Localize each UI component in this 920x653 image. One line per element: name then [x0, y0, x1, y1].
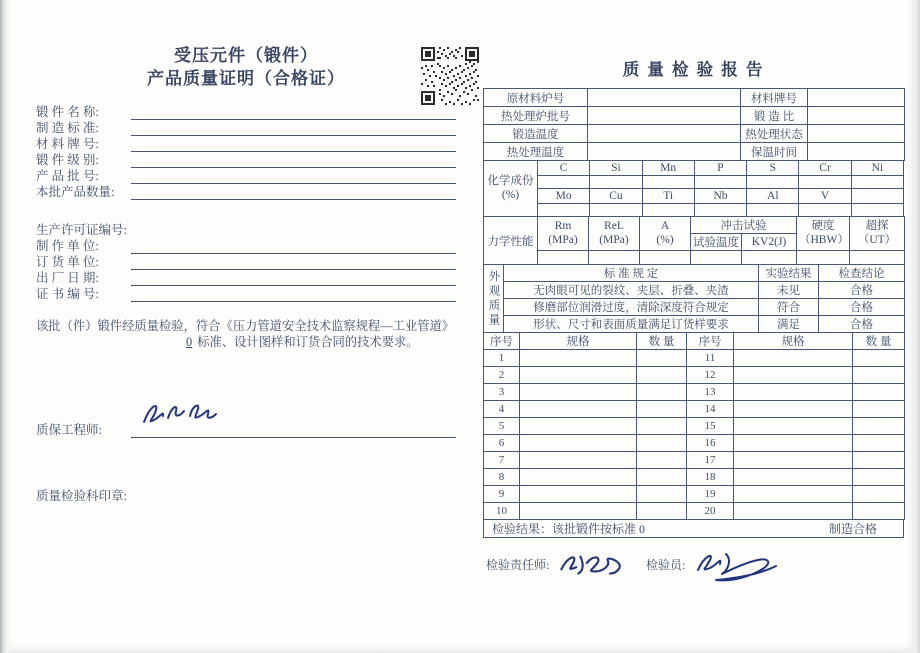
declaration-line2-text: 标准、设计图样和订货合同的技术要求。 — [197, 335, 419, 349]
info-value-empty — [588, 107, 741, 125]
table-row — [484, 486, 905, 503]
table-row — [484, 217, 905, 234]
field-label: 订 货 单 位: — [36, 255, 99, 269]
mech-header-impact-temp: 试验温度 — [691, 234, 742, 251]
qr-code-icon — [421, 47, 479, 110]
appearance-section-label: 外观质量 — [484, 265, 504, 333]
spec-header: 规格 — [520, 333, 637, 350]
table-row — [484, 350, 905, 367]
spec-cell-empty — [637, 350, 687, 367]
mech-value-empty — [797, 251, 850, 265]
spec-row-number: 8 — [484, 469, 520, 486]
inspector-lead-label: 检验责任师: — [486, 558, 550, 572]
appearance-header-conclusion: 检查结论 — [819, 265, 905, 282]
spec-cell-empty — [734, 418, 853, 435]
inspector-signature-icon — [688, 544, 783, 590]
info-label: 热处理状态 — [741, 125, 808, 143]
appearance-conclusion: 合格 — [819, 316, 905, 333]
element-header: V — [799, 189, 851, 204]
standard-mark: 0 — [186, 335, 193, 349]
field-row — [36, 286, 456, 302]
table-row — [484, 418, 905, 435]
appearance-conclusion: 合格 — [819, 282, 905, 299]
spec-cell-empty — [637, 435, 687, 452]
appearance-result: 未见 — [759, 282, 819, 299]
spec-cell-empty — [734, 401, 853, 418]
spec-row-number: 2 — [484, 367, 520, 384]
chem-value-empty — [851, 204, 903, 217]
appearance-standard: 形状、尺寸和表面质量满足订货样要求 — [504, 316, 759, 333]
spec-row-number: 6 — [484, 435, 520, 452]
element-header: Mn — [642, 161, 694, 176]
spec-row-number: 18 — [687, 469, 734, 486]
mech-header-impact: 冲击试验 — [691, 217, 797, 234]
table-row — [484, 401, 905, 418]
mech-header-rel: ReL (MPa) — [589, 217, 640, 251]
table-row — [484, 204, 904, 217]
certificate-title-line1: 受压元件（锻件） — [174, 46, 318, 65]
spec-quantity-table — [483, 332, 905, 520]
field-label: 制 造 标 准: — [36, 121, 99, 135]
declaration-line2 — [184, 334, 458, 350]
mech-value-empty — [850, 251, 905, 265]
info-value-empty — [588, 89, 741, 107]
spec-row-number: 12 — [687, 367, 734, 384]
inspection-result-table — [483, 519, 904, 538]
mech-header-hardness: 硬度 （HBW） — [797, 217, 850, 251]
chem-value-empty — [642, 176, 694, 189]
field-label: 本批产品数量: — [36, 185, 115, 199]
spec-row-number: 9 — [484, 486, 520, 503]
appearance-header-result: 实验结果 — [759, 265, 819, 282]
spec-header: 数 量 — [637, 333, 687, 350]
field-label: 出 厂 日 期: — [36, 271, 99, 285]
chem-value-empty — [590, 176, 642, 189]
table-row — [484, 282, 905, 299]
spec-cell-empty — [520, 418, 637, 435]
spec-header: 序号 — [687, 333, 734, 350]
spec-cell-empty — [637, 469, 687, 486]
spec-cell-empty — [853, 350, 905, 367]
spec-cell-empty — [637, 384, 687, 401]
appearance-standard: 修磨部位润滑过度，清除深度符合规定 — [504, 299, 759, 316]
mech-value-empty — [589, 251, 640, 265]
info-label: 原材料炉号 — [484, 89, 588, 107]
appearance-result: 满足 — [759, 316, 819, 333]
info-value-empty — [808, 107, 905, 125]
spec-cell-empty — [734, 486, 853, 503]
chemical-composition-table — [483, 160, 904, 217]
field-label: 材 料 牌 号: — [36, 137, 99, 151]
spec-cell-empty — [637, 452, 687, 469]
spec-cell-empty — [853, 435, 905, 452]
field-label: 证 书 编 号: — [36, 287, 99, 301]
element-header — [851, 189, 903, 204]
spec-cell-empty — [520, 486, 637, 503]
spec-row-number: 14 — [687, 401, 734, 418]
spec-row-number: 10 — [484, 503, 520, 520]
spec-cell-empty — [637, 367, 687, 384]
mech-value-empty — [691, 251, 742, 265]
report-title: 质 量 检 验 报 告 — [622, 60, 765, 79]
spec-row-number: 19 — [687, 486, 734, 503]
spec-header: 序号 — [484, 333, 520, 350]
spec-cell-empty — [853, 401, 905, 418]
chem-value-empty — [694, 204, 746, 217]
table-row — [484, 452, 905, 469]
inspection-result-text: 检验结果：该批锻件按标准 0 — [492, 522, 646, 536]
mech-header-rm: Rm (MPa) — [538, 217, 589, 251]
spec-cell-empty — [734, 384, 853, 401]
element-header: Mo — [538, 189, 590, 204]
info-label: 锻造温度 — [484, 125, 588, 143]
spec-cell-empty — [520, 503, 637, 520]
blank-fill-line — [131, 289, 456, 302]
info-label: 热处理温度 — [484, 143, 588, 161]
appearance-conclusion: 合格 — [819, 299, 905, 316]
table-row — [484, 176, 904, 189]
appearance-quality-table — [483, 264, 905, 333]
spec-row-number: 20 — [687, 503, 734, 520]
manufacture-qualified-text: 制造合格 — [828, 522, 877, 536]
blank-fill-line — [131, 123, 456, 136]
chem-value-empty — [694, 176, 746, 189]
table-row — [484, 251, 905, 265]
inspection-result-cell — [484, 520, 904, 538]
table-row — [484, 316, 905, 333]
info-label: 材料牌号 — [741, 89, 808, 107]
chem-value-empty — [799, 176, 851, 189]
appearance-header-standard: 标 准 规 定 — [504, 265, 759, 282]
mechanical-properties-table — [483, 216, 905, 265]
info-value-empty — [588, 143, 741, 161]
info-label: 保温时间 — [741, 143, 808, 161]
chem-value-empty — [590, 204, 642, 217]
spec-cell-empty — [853, 469, 905, 486]
spec-row-number: 11 — [687, 350, 734, 367]
element-header: P — [694, 161, 746, 176]
table-row — [484, 469, 905, 486]
spec-cell-empty — [734, 469, 853, 486]
blank-fill-line — [131, 155, 456, 168]
certificate-title-line2: 产品质量证明（合格证） — [147, 69, 345, 88]
blank-fill-line — [131, 171, 456, 184]
element-header: Si — [590, 161, 642, 176]
spec-cell-empty — [520, 350, 637, 367]
blank-fill-line — [131, 241, 456, 254]
appearance-standard: 无肉眼可见的裂纹、夹层、折叠、夹渣 — [504, 282, 759, 299]
spec-row-number: 4 — [484, 401, 520, 418]
mech-value-empty — [640, 251, 691, 265]
element-header: Cu — [590, 189, 642, 204]
qa-engineer-row — [36, 410, 456, 438]
declaration-line1: 该批（件）锻件经质量检验，符合《压力管道安全技术监察规程—工业管道》 — [36, 319, 455, 333]
element-header: C — [538, 161, 590, 176]
field-label: 锻 件 名 称: — [36, 105, 99, 119]
spec-cell-empty — [637, 401, 687, 418]
mech-header-a: A (%) — [640, 217, 691, 251]
mech-section-label: 力学性能 — [484, 217, 538, 265]
spec-cell-empty — [520, 452, 637, 469]
table-row — [484, 384, 905, 401]
spec-row-number: 5 — [484, 418, 520, 435]
spec-row-number: 13 — [687, 384, 734, 401]
spec-row-number: 7 — [484, 452, 520, 469]
spec-header: 数 量 — [853, 333, 905, 350]
spec-row-number: 1 — [484, 350, 520, 367]
element-header: Al — [747, 189, 799, 204]
inspection-seal-label: 质量检验科印章: — [36, 489, 127, 503]
table-row — [484, 503, 905, 520]
table-row — [484, 299, 905, 316]
field-row — [36, 184, 456, 200]
spec-row-number: 17 — [687, 452, 734, 469]
spec-cell-empty — [734, 350, 853, 367]
mech-value-empty — [538, 251, 589, 265]
chem-value-empty — [799, 204, 851, 217]
element-header: Cr — [799, 161, 851, 176]
info-value-empty — [808, 125, 905, 143]
spec-cell-empty — [734, 452, 853, 469]
spec-cell-empty — [853, 452, 905, 469]
spec-cell-empty — [853, 367, 905, 384]
blank-fill-line — [131, 273, 456, 286]
table-row — [484, 107, 905, 125]
chem-value-empty — [851, 176, 903, 189]
spec-cell-empty — [734, 435, 853, 452]
info-value-empty — [808, 89, 905, 107]
table-row — [484, 367, 905, 384]
spec-cell-empty — [853, 384, 905, 401]
certificate-title — [76, 44, 416, 90]
spec-cell-empty — [734, 367, 853, 384]
chem-value-empty — [747, 176, 799, 189]
spec-cell-empty — [637, 503, 687, 520]
conformity-declaration — [36, 318, 458, 350]
table-row — [484, 143, 905, 161]
spec-cell-empty — [853, 503, 905, 520]
field-label: 制 作 单 位: — [36, 239, 99, 253]
spec-cell-empty — [734, 503, 853, 520]
spec-cell-empty — [520, 435, 637, 452]
table-row — [484, 161, 904, 176]
blank-fill-line — [131, 107, 456, 120]
heat-info-table — [483, 88, 905, 161]
field-label: 产 品 批 号: — [36, 169, 99, 183]
element-header: S — [747, 161, 799, 176]
chem-value-empty — [538, 204, 590, 217]
qa-engineer-label: 质保工程师: — [36, 423, 102, 437]
mech-header-ut: 超探 （UT） — [850, 217, 905, 251]
mech-value-empty — [742, 251, 797, 265]
spec-row-number: 15 — [687, 418, 734, 435]
table-row — [484, 89, 905, 107]
forging-info-fields — [36, 104, 456, 200]
chem-value-empty — [538, 176, 590, 189]
table-row — [484, 435, 905, 452]
blank-fill-line — [131, 257, 456, 270]
inspector-lead-signature-icon — [555, 548, 629, 582]
info-value-empty — [588, 125, 741, 143]
spec-cell-empty — [520, 367, 637, 384]
chem-section-label: 化学成份 (%) — [484, 161, 538, 217]
table-row — [484, 189, 904, 204]
order-info-fields — [36, 222, 456, 302]
table-row — [484, 520, 904, 538]
spec-row-number: 3 — [484, 384, 520, 401]
blank-fill-line — [131, 139, 456, 152]
info-label: 锻 造 比 — [741, 107, 808, 125]
table-row — [484, 125, 905, 143]
chem-value-empty — [642, 204, 694, 217]
element-header: Nb — [694, 189, 746, 204]
element-header: Ni — [851, 161, 903, 176]
element-header: Ti — [642, 189, 694, 204]
spec-cell-empty — [853, 418, 905, 435]
spec-cell-empty — [520, 401, 637, 418]
info-value-empty — [808, 143, 905, 161]
field-label: 锻 件 级 别: — [36, 153, 99, 167]
spec-header: 规格 — [734, 333, 853, 350]
spec-cell-empty — [853, 486, 905, 503]
qa-engineer-signature-icon — [136, 396, 236, 437]
blank-fill-line — [131, 187, 456, 200]
spec-cell-empty — [637, 486, 687, 503]
inspector-signatures-row — [483, 548, 904, 592]
chem-value-empty — [747, 204, 799, 217]
field-label: 生产许可证编号: — [36, 223, 127, 237]
mech-header-impact-kv: KV2(J) — [742, 234, 797, 251]
appearance-result: 符合 — [759, 299, 819, 316]
spec-cell-empty — [520, 469, 637, 486]
table-row — [484, 265, 905, 282]
spec-row-number: 16 — [687, 435, 734, 452]
spec-cell-empty — [637, 418, 687, 435]
table-row — [484, 333, 905, 350]
spec-cell-empty — [520, 384, 637, 401]
inspection-report-table — [483, 88, 904, 538]
info-label: 热处理炉批号 — [484, 107, 588, 125]
inspector-label: 检验员: — [646, 558, 686, 572]
